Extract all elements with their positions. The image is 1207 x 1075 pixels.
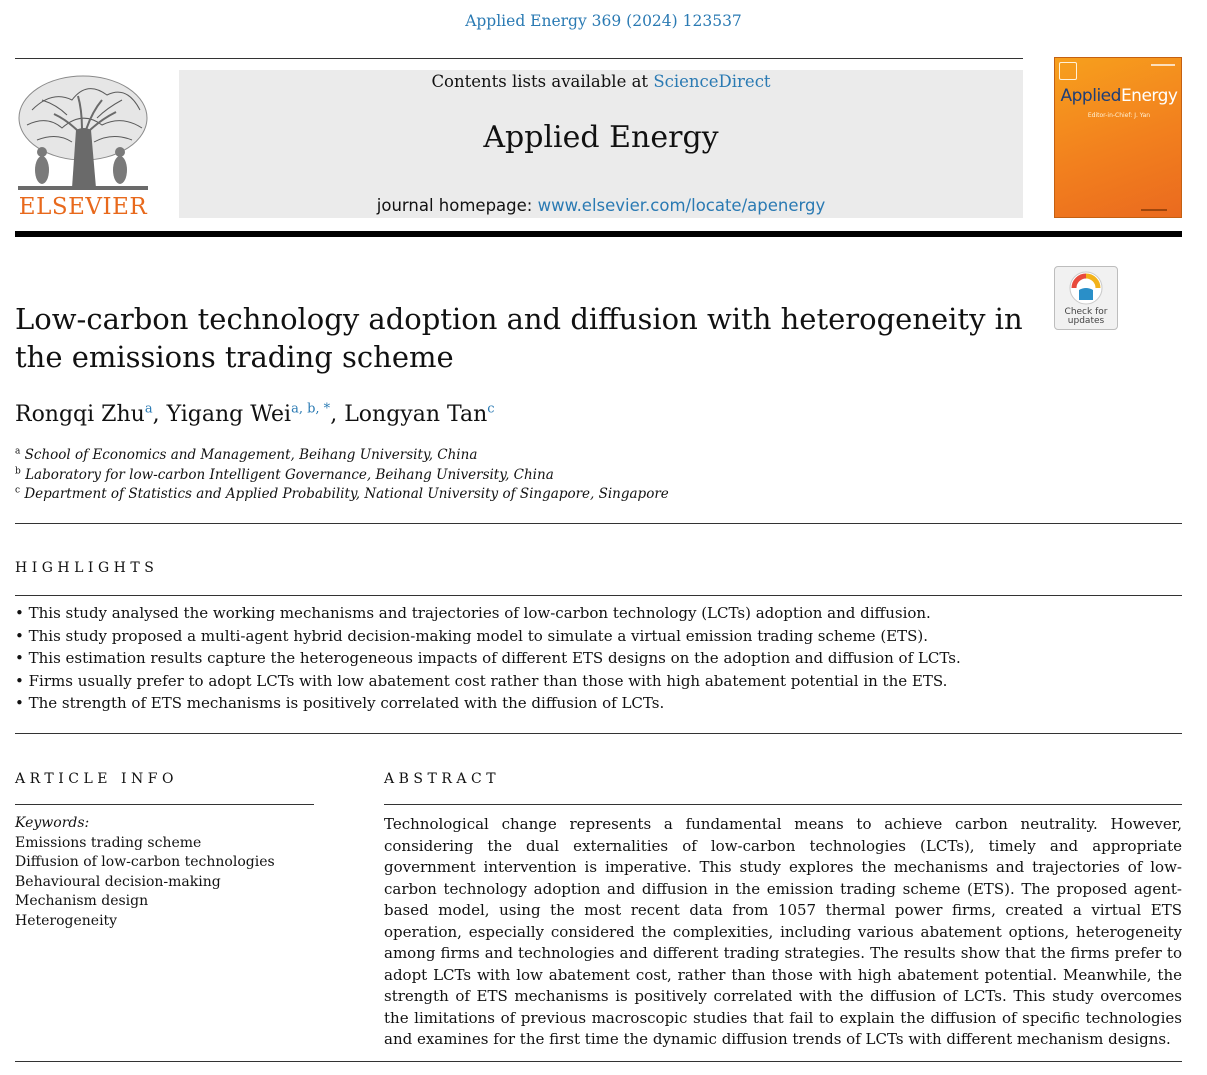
- author-affiliation-ref[interactable]: a: [144, 401, 153, 417]
- cover-bottom-mark: [1141, 209, 1167, 211]
- affiliation-marker: a: [15, 446, 21, 457]
- check-updates-line1: Check for: [1064, 307, 1108, 317]
- affiliations: [15, 446, 669, 505]
- homepage-line: [179, 196, 1023, 215]
- abstract-bottom-rule: [15, 1061, 1182, 1062]
- header-top-rule: [15, 58, 1023, 59]
- highlights-bottom-rule: [15, 733, 1182, 734]
- keyword-item: Diffusion of low-carbon technologies: [15, 854, 275, 870]
- abstract-text: Technological change represents a fundamental means to achieve carbon neutrality. However, considering the dual externalities of low-carbon technologies (LCTs), timely and appropriate government intervention is imperative. This study explores the mechanisms and trajectories of low-carbon technology adoption and diffusion in the emission trading scheme (ETS). The proposed agent-based model, using the most recent data from 1057 thermal power firms, created a virtual ETS operation, especially considered the complexities, including various abatement options, heterogeneity among firms and technologies and different trading strategies. The results show that the firms prefer to adopt LCTs with low abatement cost, rather than those with high abatement potential. Meanwhile, the strength of ETS mechanisms is positively correlated with the diffusion of LCTs. This study overcomes the limitations of previous macroscopic studies that fail to explain the diffusion of specific technologies and examines for the first time the dynamic diffusion trends of LCTs with different mechanism designs.: [384, 815, 1182, 1048]
- keyword-item: Heterogeneity: [15, 912, 118, 929]
- keyword-item: Emissions trading scheme: [15, 834, 202, 851]
- highlight-item: • This estimation results capture the heterogeneous impacts of different ETS designs on the adoption and diffusion of LCTs.: [15, 649, 961, 667]
- sciencedirect-link[interactable]: ScienceDirect: [653, 72, 771, 91]
- highlights-heading: HIGHLIGHTS: [15, 560, 159, 576]
- abstract-heading: ABSTRACT: [384, 771, 501, 787]
- check-updates-label: [1055, 308, 1117, 326]
- contents-prefix: Contents lists available at: [431, 72, 649, 91]
- highlight-item: • The strength of ETS mechanisms is positively correlated with the diffusion of LCTs.: [15, 694, 665, 712]
- article-info-rule: [15, 804, 314, 805]
- journal-citation[interactable]: Applied Energy 369 (2024) 123537: [465, 12, 742, 30]
- affiliation-item: [15, 485, 669, 505]
- contents-line: [179, 72, 1023, 91]
- author-affiliation-ref[interactable]: a, b, *: [291, 401, 331, 417]
- abstract-rule: [384, 804, 1182, 805]
- cover-publisher-mark: [1059, 62, 1077, 80]
- cover-editor: Editor-in-Chief: J. Yan: [1087, 112, 1151, 119]
- elsevier-tree-icon: [12, 70, 154, 192]
- cover-issn-mark: [1151, 64, 1175, 66]
- highlight-text: This study analysed the working mechanisms and trajectories of low-carbon technology (LCTs) adoption and diffusion.: [28, 604, 931, 622]
- check-updates-icon: [1068, 270, 1104, 306]
- cover-title-energy: Energy: [1120, 86, 1178, 106]
- highlights-list: [15, 602, 961, 715]
- highlight-text: This study proposed a multi-agent hybrid decision-making model to simulate a virtual emission trading scheme (ETS).: [28, 626, 929, 645]
- highlight-item: • This study analysed the working mechanisms and trajectories of low-carbon technology (LCTs) adoption and diffusion.: [15, 604, 931, 622]
- author-name[interactable]: Yigang Wei: [166, 402, 292, 427]
- journal-title: Applied Energy: [483, 120, 719, 155]
- journal-header-box: [179, 70, 1023, 218]
- highlight-text: This estimation results capture the heterogeneous impacts of different ETS designs on the adoption and diffusion of LCTs.: [28, 649, 961, 667]
- affiliation-text: Department of Statistics and Applied Probability, National University of Singapore, Singapore: [24, 486, 669, 502]
- highlight-item: • Firms usually prefer to adopt LCTs with low abatement cost rather than those with high abatement potential in the ETS.: [15, 671, 948, 690]
- article-title: Low-carbon technology adoption and diffusion with heterogeneity in the emissions trading scheme: [15, 302, 1023, 374]
- homepage-link[interactable]: www.elsevier.com/locate/apenergy: [537, 196, 826, 215]
- check-updates-line2: updates: [1067, 316, 1105, 326]
- keyword-item: Mechanism design: [15, 893, 149, 909]
- check-for-updates-button[interactable]: [1054, 266, 1118, 330]
- affiliation-marker: b: [15, 466, 21, 476]
- author-list: Rongqi Zhu$^a$, Yigang Wei$^{a, b, *}$, Longyan Tan$^c$: [15, 401, 495, 427]
- author-name[interactable]: Rongqi Zhu: [15, 402, 145, 427]
- section-divider: [15, 523, 1182, 524]
- keywords-block: [15, 814, 275, 931]
- author-name[interactable]: Longyan Tan: [344, 402, 488, 427]
- cover-title-applied: Applied: [1060, 86, 1121, 106]
- header-thick-rule: [15, 231, 1182, 237]
- affiliation-marker: c: [15, 485, 21, 496]
- author-affiliation-ref[interactable]: c: [487, 401, 495, 417]
- article-info-heading: ARTICLE INFO: [15, 771, 178, 787]
- highlights-top-rule: [15, 595, 1182, 596]
- cover-title: [1055, 86, 1182, 106]
- affiliation-text: Laboratory for low-carbon Intelligent Governance, Beihang University, China: [25, 466, 554, 483]
- affiliation-item: [15, 466, 669, 486]
- keywords-label: Keywords:: [15, 815, 90, 831]
- journal-cover-thumbnail[interactable]: [1054, 57, 1182, 218]
- highlight-item: • This study proposed a multi-agent hybrid decision-making model to simulate a virtual emission trading scheme (ETS).: [15, 626, 929, 645]
- highlight-text: The strength of ETS mechanisms is positively correlated with the diffusion of LCTs.: [28, 694, 665, 712]
- keyword-item: Behavioural decision-making: [15, 873, 221, 890]
- homepage-label: journal homepage:: [376, 196, 533, 215]
- affiliation-item: [15, 446, 669, 466]
- elsevier-logo[interactable]: [12, 70, 154, 220]
- affiliation-text: School of Economics and Management, Beihang University, China: [24, 447, 478, 463]
- publisher-name: ELSEVIER: [18, 194, 148, 220]
- highlight-text: Firms usually prefer to adopt LCTs with low abatement cost rather than those with high abatement potential in the ETS.: [28, 671, 948, 690]
